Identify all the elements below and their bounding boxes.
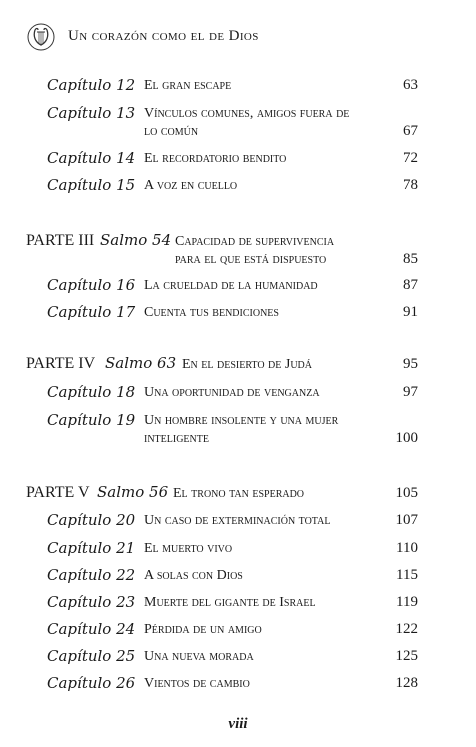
- chapter-label: Capítulo 16: [47, 276, 136, 294]
- chapter-label: Capítulo 13: [47, 104, 136, 122]
- page-number: 122: [395, 621, 418, 637]
- chapter-title: Muerte del gigante de Israel: [144, 595, 316, 610]
- page-number: 85: [403, 251, 418, 267]
- toc-entry-ch19-cont: [0, 429, 476, 451]
- chapter-title: Una oportunidad de venganza: [144, 385, 320, 400]
- part-label: PARTE III: [26, 232, 95, 249]
- toc-entry-ch15: [0, 176, 476, 198]
- chapter-title: El gran escape: [144, 78, 232, 93]
- chapter-title: Pérdida de un amigo: [144, 622, 262, 637]
- page-number: 100: [395, 430, 418, 446]
- part-label: PARTE IV: [26, 355, 96, 372]
- page-number: 110: [396, 540, 418, 556]
- part-title: El trono tan esperado: [173, 486, 305, 501]
- page-number: 67: [403, 123, 418, 139]
- toc-entry-ch16: [0, 276, 476, 298]
- chapter-title: Un caso de exterminación total: [144, 513, 331, 528]
- psalm-label: Salmo 54: [100, 231, 172, 249]
- chapter-label: Capítulo 24: [47, 620, 136, 638]
- chapter-label: Capítulo 19: [47, 411, 136, 429]
- part-label: PARTE V: [26, 484, 90, 501]
- psalm-label: Salmo 63: [105, 354, 177, 372]
- toc-entry-ch26: [0, 674, 476, 696]
- chapter-title: El muerto vivo: [144, 541, 233, 556]
- part-title: Capacidad de supervivencia: [175, 234, 335, 249]
- page-number: 105: [395, 485, 418, 501]
- toc-part-4: [0, 355, 476, 377]
- page-number: 115: [396, 567, 418, 583]
- toc-entry-ch12: [0, 76, 476, 98]
- chapter-label: Capítulo 18: [47, 383, 136, 401]
- chapter-label: Capítulo 14: [47, 149, 136, 167]
- page-number: 78: [403, 177, 418, 193]
- chapter-title-cont: inteligente: [144, 431, 209, 446]
- chapter-title: Vientos de cambio: [144, 676, 250, 691]
- toc-entry-ch22: [0, 566, 476, 588]
- chapter-label: Capítulo 26: [47, 674, 136, 692]
- toc-entry-ch21: [0, 539, 476, 561]
- chapter-title: Una nueva morada: [144, 649, 254, 664]
- chapter-label: Capítulo 17: [47, 303, 136, 321]
- page-number: 72: [403, 150, 418, 166]
- chapter-label: Capítulo 15: [47, 176, 136, 194]
- page-number: 63: [403, 77, 418, 93]
- chapter-title: Un hombre insolente y una mujer: [144, 413, 339, 428]
- chapter-label: Capítulo 21: [47, 539, 136, 557]
- footer-page-number: viii: [228, 716, 248, 732]
- page-number: 97: [403, 384, 418, 400]
- toc-entry-ch13-cont: [0, 122, 476, 144]
- chapter-label: Capítulo 25: [47, 647, 136, 665]
- chapter-title: Cuenta tus bendiciones: [144, 305, 279, 320]
- page-number: 119: [396, 594, 418, 610]
- toc-entry-ch14: [0, 149, 476, 171]
- chapter-title: La crueldad de la humanidad: [144, 278, 318, 293]
- toc-entry-ch18: [0, 383, 476, 405]
- chapter-title: El recordatorio bendito: [144, 151, 287, 166]
- chapter-title-cont: lo común: [144, 124, 199, 139]
- psalm-label: Salmo 56: [97, 483, 169, 501]
- page-number: 87: [403, 277, 418, 293]
- chapter-label: Capítulo 23: [47, 593, 136, 611]
- chapter-label: Capítulo 22: [47, 566, 136, 584]
- toc-entry-ch25: [0, 647, 476, 669]
- toc-part-5: [0, 484, 476, 506]
- toc-entry-ch24: [0, 620, 476, 642]
- part-title: En el desierto de Judá: [182, 357, 312, 372]
- part-title-cont: para el que está dispuesto: [175, 252, 327, 267]
- toc-part-3-cont: [0, 250, 476, 272]
- toc-entry-ch17: [0, 303, 476, 325]
- toc-entry-ch20: [0, 511, 476, 533]
- chapter-title: Vínculos comunes, amigos fuera de: [144, 106, 350, 121]
- book-title: Un corazón como el de Dios: [68, 28, 259, 44]
- chapter-title: A voz en cuello: [144, 178, 238, 193]
- page-number: 125: [395, 648, 418, 664]
- toc-entry-ch23: [0, 593, 476, 615]
- page-number: 95: [403, 356, 418, 372]
- page-number: 107: [395, 512, 418, 528]
- page-number: 128: [395, 675, 418, 691]
- chapter-title: A solas con Dios: [144, 568, 243, 583]
- chapter-label: Capítulo 12: [47, 76, 136, 94]
- chapter-label: Capítulo 20: [47, 511, 136, 529]
- page-number: 91: [403, 304, 418, 320]
